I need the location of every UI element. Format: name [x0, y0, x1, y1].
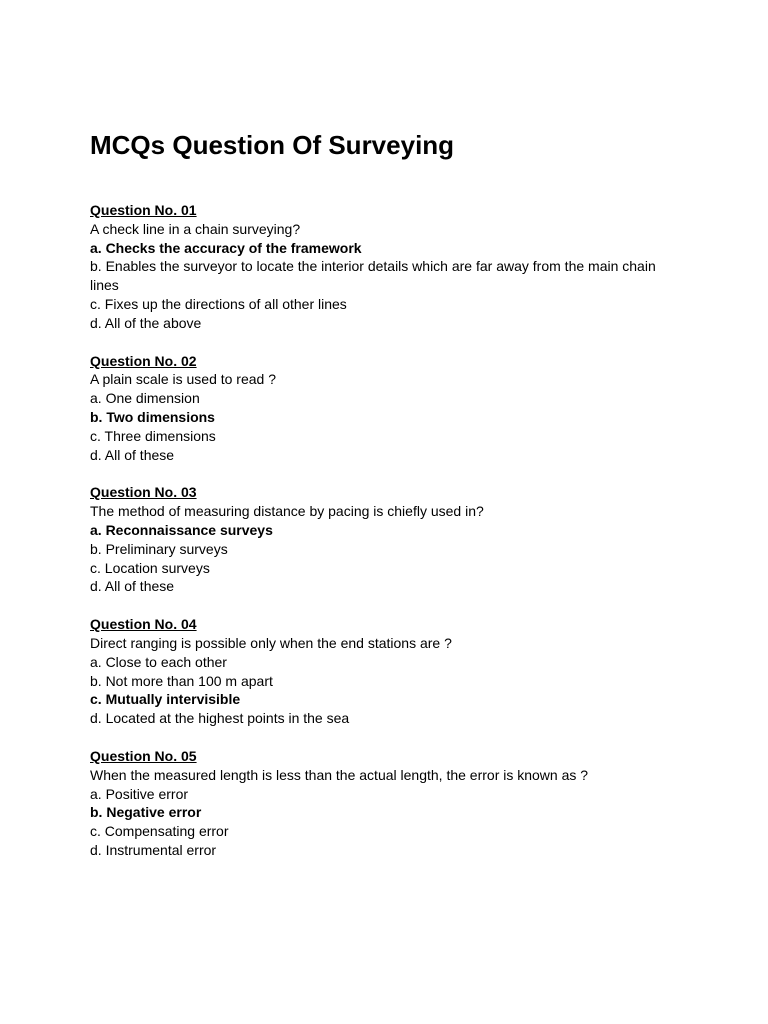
question-text: Direct ranging is possible only when the end stations are ? — [90, 634, 452, 651]
question-heading: Question No. 04 — [90, 616, 197, 633]
question-block — [90, 615, 680, 728]
answer-option: a. Close to each other — [90, 653, 227, 670]
question-heading: Question No. 01 — [90, 202, 197, 218]
question-text: A check line in a chain surveying? — [90, 220, 301, 237]
answer-option: d. All of the above — [90, 314, 202, 331]
answer-option: a. One dimension — [90, 390, 200, 407]
answer-option: d. Instrumental error — [90, 841, 217, 858]
answer-option: d. All of these — [90, 578, 175, 595]
answer-option: b. Enables the surveyor to locate the interior details which are far away from the main chain lines — [90, 258, 656, 294]
answer-option: a. Positive error — [90, 785, 189, 802]
question-heading: Question No. 02 — [90, 352, 197, 369]
answer-option: b. Not more than 100 m apart — [90, 672, 273, 689]
answer-option: c. Compensating error — [90, 823, 229, 840]
answer-option: d. Located at the highest points in the sea — [90, 710, 350, 727]
question-text: The method of measuring distance by pacing is chiefly used in? — [90, 503, 484, 520]
answer-option-correct: c. Mutually intervisible — [90, 691, 241, 708]
question-list — [90, 201, 680, 879]
answer-option: d. All of these — [90, 446, 175, 463]
answer-option: c. Fixes up the directions of all other lines — [90, 295, 347, 312]
answer-option: c. Three dimensions — [90, 427, 216, 444]
answer-option-correct: a. Reconnaissance surveys — [90, 521, 273, 538]
question-text: A plain scale is used to read ? — [90, 371, 277, 388]
question-block — [90, 483, 680, 596]
question-block — [90, 201, 680, 333]
answer-option-correct: b. Two dimensions — [90, 408, 215, 425]
answer-option-correct: a. Checks the accuracy of the framework — [90, 239, 362, 256]
question-text: When the measured length is less than the actual length, the error is known as ? — [90, 766, 589, 783]
page-title: MCQs Question Of Surveying — [90, 130, 455, 160]
answer-option: c. Location surveys — [90, 559, 210, 576]
answer-option-correct: b. Negative error — [90, 804, 202, 821]
question-heading: Question No. 03 — [90, 484, 197, 501]
question-block — [90, 352, 680, 465]
question-heading: Question No. 05 — [90, 747, 197, 764]
question-block — [90, 747, 680, 860]
answer-option: b. Preliminary surveys — [90, 540, 228, 557]
